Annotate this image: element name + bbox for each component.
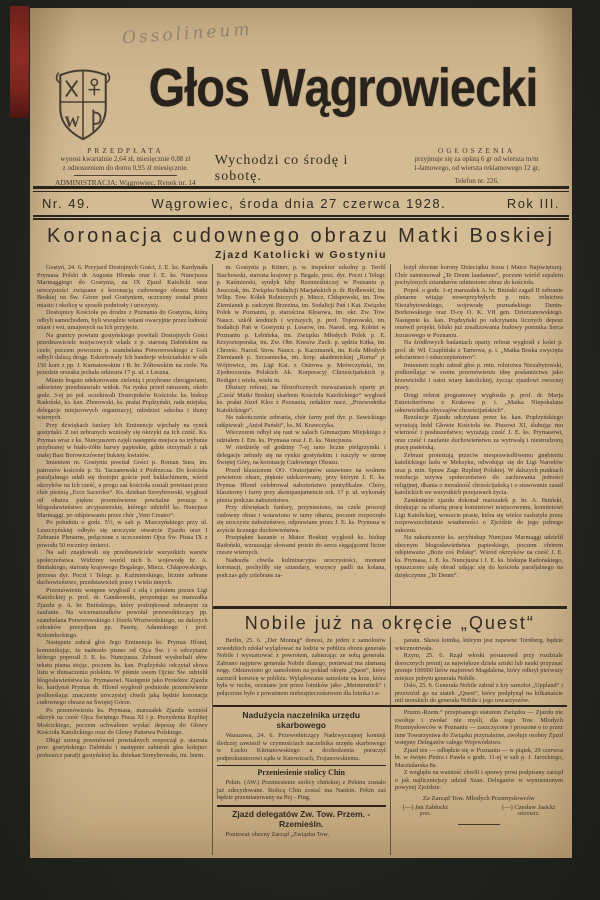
lead-headline: Koronacja cudownego obrazu Matki Boskiej xyxy=(47,225,555,247)
paragraph: Przy dźwiękach fanfary Ich Eminencje wjechały na rynek gostyński. Z ust zebranych wzniosły się okrzyki na Ich cześć. Ks. Prymas wraz z ks. Nuncjuszem zajęli następnie miejsca na trybunie przybranej w biało-żółte barwy papieskie, gdzie otrzymali z rąk małej Basi Borowiczównej bukiety kwiatów. xyxy=(37,421,208,459)
zjazd-headline: Zjazd delegatów Zw. Tow. Przem. - Rzemieśln. xyxy=(232,808,371,829)
paragraph: Zamknięcie zjazdu dokonał marszałek p. hr. A. Bniński, dziękując za ofiarną pracę komitetowi miejscowemu, komitetowi Ligi Katolickiej, wreszcie prasie, która się wielce zasłużyła przez rozpowszechnianie wiadomości o Zjeździe do jego pełnego sukcesu. xyxy=(394,496,563,534)
paragraph: Na sali znajdowali się przedstawiciele wszystkich warstw społeczeństwa. Widzimy wśród nich b. wojewodę hr. A. Bnińskiego, starostę krajowego Begalego, Miecz. Chłapowskiego, prezesa dyr. Poczt i Telegr. p. Kaźmierskiego, licznie zebrane duchowieństwo, przedstawicieli prasy i wielu innych. xyxy=(37,549,208,586)
bottom-column-1 xyxy=(213,705,390,855)
skarbowy-headline: Nadużycia naczelnika urzędu skarbowego xyxy=(242,710,361,730)
zjazd-signoff: Za Zarząd Tow. Młodych Przemysłowców xyxy=(422,794,535,802)
nobile-headline: Nobile już na okręcie „Quest“ xyxy=(244,613,535,633)
paragraph: Przem.-Rzem.“ przepisanego statutem Związku — Zjazdu nie zwołuje i zwołać nie myśli, dla tego Tow. Młodych Przemysłowców w Poznaniu — zaszczycone i proszone o to przez inne Towarzystwa do Związku przynależne, zwołuje osobny Zjazd wstępny Delegatów całego Województwa. xyxy=(394,709,563,746)
paragraph: Pekin. (AW.) Przeniesienie stolicy chińskiej z Pekinu zostało już zdecydowane. Stolicą Chin zostać ma Nankin. Pekin zaś będzie przemianowany na Pej - Ping. xyxy=(216,779,386,801)
dateline xyxy=(42,196,560,211)
end-divider xyxy=(458,824,500,825)
paragraph: Na zakończenie ks. arcybiskup Nuncjusz Marmaggi udzielił obecnym błogosławieństwa papieskiego, poczem chórem odśpiewano „Boże coś Polskę“. Wśród okrzyków na cześć J. E. ks. Prymasa, J. E. ks. Nuncjusza i J. E. ks. biskupa Radońskiego, opuszczono salę obrad udając się do kościoła parafjalnego na dziękczynne „Te Deum“. xyxy=(394,534,563,579)
masthead-info xyxy=(36,146,566,187)
column-1 xyxy=(35,264,212,855)
column-3 xyxy=(390,264,567,606)
signature-name: (—) Jan Zabłocki xyxy=(402,803,448,811)
signature-role: sekretarz. xyxy=(517,811,540,817)
signature-role: prez. xyxy=(419,811,432,817)
chiny-body xyxy=(217,779,386,802)
paragraph: Zjazd ten — odbędzie się w Poznaniu — w piątek, 29 czerwca br. w święto Piotra i Pawła o godz. 11-ej w sali p. J. Jarockiego, Masztalarska 8a. xyxy=(394,746,563,769)
subscription-line: z odnoszeniem do domu 0,95 zł miesięcznie. xyxy=(62,164,189,172)
signature-left xyxy=(403,804,448,819)
ads-info xyxy=(387,146,566,187)
phone-line: Telefon nr. 226. xyxy=(454,177,499,185)
nobile-article xyxy=(213,606,567,705)
nobile-columns xyxy=(213,637,567,705)
bottom-articles xyxy=(213,705,567,855)
subscription-title: PRZEDPŁATA xyxy=(87,146,164,155)
frequency-line: Wychodzi co środę i sobotę. xyxy=(214,153,349,184)
paragraph: Ponieważ obecny Zarząd „Związku Tow. xyxy=(225,830,330,838)
signature-name: (—) Czesław Jasicki xyxy=(502,803,555,811)
ads-title: OGŁOSZENIA xyxy=(437,146,516,155)
signature-right xyxy=(502,804,555,819)
paragraph: Przemówienie wstępne wygłosił z siłą i polotem prezes Ligi Katolickiej p. prof. dr. Gantkowski, proponując na marszałka Zjazdu p. A. hr. Bnińskiego, który podziękował zebranym za zaufanie. Na wicemarszałków powołał przewodniczący pp. szambelana Potworowskiego i Józefa Woziwodzkiego, na dalszych członków prezydjum pp. Pasotę, Adamskiego i prof. Kołomłockiego. xyxy=(37,586,208,639)
paragraph: Dłuższy referat, na filozoficznych rozważaniach oparty pt. „Cześć Matki Boskiej skarbem Kościoła Katolickiego“ wygłosił ks. prałat Józef Kłos z Poznania, redaktor nacz. „Przewodnika Katolickiego“. xyxy=(216,384,386,414)
handwritten-note: Ossolineum xyxy=(121,19,254,49)
divider xyxy=(217,805,386,807)
paragraph: Dostojnicy Kościoła po drodze z Poznania do Gostynia, którą odbyli samochodem, byli wszędzie witani owacyjnie przez ludność miast i wsi, umajonych na Ich przyjęcie. xyxy=(37,309,208,331)
coat-of-arms-icon xyxy=(52,60,114,144)
paragraph: Zebrani protestują przeciw niesprawiedliwemu gnębieniu katolickiego ludu w Meksyku, odwołując się do Ligi Narodów oraz p. min. Spraw Zagr. Rzplitej Polskiej. W dalszych punktach rezolucja wzywa społeczeństwo do zachowania jedności religijnej, dbania o moralność chrześcijańską i o stosowanie zasad katolickich we wszystkich przejawach życia. xyxy=(394,451,563,496)
nobile-column-1 xyxy=(213,637,390,705)
ads-line: 1-łamowego, od wiersza reklamowego 12 gr, xyxy=(413,164,540,172)
paragraph: Po południu o godz. 5½, w sali p. Marczyńskiego przy ul. Leszczyńskiej odbyło się uroczyste otwarcie Zjazdu oraz I Zebranie Plenarne, połączone z uczczeniem Ojca Św. Piusa IX z powodu 50 rocznicy śmierci. xyxy=(37,519,208,549)
paragraph: Warszawa, 24. 6. Przewodniczący Nadzwyczajnej komisji śledczej zawiesił w czynnościach naczelnika urzędu skarbowego w Łucku Kitmanowskiego a dochodzenia poruczył podprokuratorowi sądu w Katowicach, Trojanowskiemu. xyxy=(216,732,386,762)
skarbowy-article xyxy=(217,710,386,762)
paragraph: Długi szereg przemówień powitalnych rozpoczął p. starosta pow. gostyńskiego Dabiński i następnie zabierali głos kolejno: proboszcz parafji gostyńskiej ks. dziekan Szreybrowski, im. burm. xyxy=(37,736,208,759)
paragraph: Drugi referat programowy wygłosiła p. prof. dr. Marja Estreicherówna z Krakowa p. t. „Matka Niepokalana odnowicielka obyczajów chrześcijańskich“. xyxy=(394,391,563,414)
paragraph: Na zakończenie zebrania, chór farny pod dyr. p. Sawickiego odśpiewał: „Anioł Pański“, ks. M. Krawczyka. xyxy=(216,414,386,429)
lead-subheadline: Zjazd Katolicki w Gostyniu xyxy=(214,249,388,261)
paragraph: Imieniem rządu zabrał głos p. min. rolnictwa Niezabytowski, podkreślając w swem przemówieniu ideę posłannictwa jako krzewicielki i ostoi wiary katolickiej, życząc zjazdowi owocnej pracy. xyxy=(394,361,563,391)
paragraph: Następnie zabrał głos Jego Eminencja ks. Prymas Hlond, komunikując, że nadeszło pismo od Ojca Św. i o odczytanie którego poprosił J. E. ks. Nuncjusza. Zebrani wysłuchali słów tekstu pisma stojąc, poczem ks. kan. Prądzyński odczytał słowa listu w tłumaczeniu polskim. W piśmie swem Ojciec Św. udzielił błogosławieństwa ks. Prymasowi. Następnie jako Protektor Zjazdu ks. kardynał Prymas dr. Hlond wygłosił podniosłe przemówienie podkreślając znaczenie uroczystej chwili jaką będzie koronacja cudownego obrazu na Świętej Górze. xyxy=(37,639,208,706)
paragraph: Imieniem m. Gostynia powitał Gości p. Roman Sura, im. patronów kościoła p. St. Taczanowski z Podrzecza. Do kościoła parafjalnego udali się dostojni goście pod baldachimem, wśród okrzyków na Ich cześć, u progu zaś kościoła zostali powitani przez chór pieśnią „Ecce Sacerdos“. Ks. dziekan Szreybrowski, wygłosił od ołtarza piękne przemówienie powitalne prosząc o błogosławieństwo arcypasterskie, którego udzielił ks. Nuncjusz Marmaggi, po odśpiewaniu przez chór „Veni Creator“. xyxy=(37,459,208,519)
paragraph: Wieczorem odbył się raut w salach Gimnazjum Miejskiego z udziałem J. Em. ks. Prymasa oraz J. E. ks. Nuncjusza. xyxy=(216,429,386,444)
paragraph: Na granicy powiatu gostyńskiego powitali Dostojnych Gości przedstawiciele miejscowych władz z p. starostą Dabińskim na czele, poczem powozem p. szambelana Potworowskiego z Goli odbyli dalszą drogę. Eskortowały Ich banderje włościańskie w sile 150 koni z pp. J. Kurnatowskim i B. hr. Żółtowskim na czele. Na przedzie orszaku jechała orkiestra 17 p. uł. z Leszna. xyxy=(37,331,208,376)
issue-date: Wągrowiec, środa dnia 27 czerwca 1928. xyxy=(151,196,447,211)
subscription-info xyxy=(36,146,215,187)
paragraph: W niedzielę od godziny 7-ej rano liczne pielgrzymki i delegacje zebrały się na rynku gostyńskim i ruszyły w stronę Świętej Góry, na koronację Cudownego Obrazu. xyxy=(216,444,386,466)
lead-article-continuation xyxy=(213,264,567,606)
paragraph: Przepiękne kazanie o Matce Boskiej wygłosił ks. biskup Radoński, wzruszając słowami prosto do serca sięgającemi liczne rzesze wiernych. xyxy=(216,534,386,556)
binding-strip xyxy=(10,6,29,118)
paragraph: łożył złociste korony Dzieciątku Jezus i Matce Najświętszej. Chór zaintonował „Te Deum laudamus“, poczem wśród szpaleru pochylonych sztandarów odniesiono obraz do kościoła. xyxy=(394,264,563,286)
nobile-column-2 xyxy=(390,637,567,705)
ads-line: przyjmuje się za opłatą 6 gr od wiersza m/m xyxy=(414,155,539,163)
paragraph: m. Gostynia p. Kitner, p. w. inspektor szkolny p. Teofil Stachowski, starosta krajowy p. Begale, prez. dyr. Poczt i Telegr. p. Kaźmierski, syndyk Izby Rzemieślniczej w Poznaniu p. Juszczak, im. Związku Sodalicji Marjańskich p. dr. Rydlewski, im. Wlkp. Tow. Kółek Rolniczych p. Miecz. Chłapowski, im. Tow. Ziemianek p. radczyni Brzezina, im. Sodalicji Pań i Kat. Związku Polek w Poznaniu, p. starościna Kłosowa, im. okr. Zw. Tow. Naucz. szkół średnich i wyższych, p. prof. Toporowski, im. Sodalicji Pań w Gostyniu p. Lossow, im. Narod. org. Kobiet w Poznaniu p. Łebińska, im. Związku Młodych Polek p. E. Krzysztoporska, im. Zw. Obr. Kresów Zach. p. sędzia Kitka, im. Chrześc. Narod. Stow. Naucz. p. Kaczmarek, im. Koła Młodych Ziemianek p. Szczaniecka, im. korp. akademickiej „Roma“ p. Wójtowicz, im. Ligi Kat. z Ostrowa p. Mrówczyński, im. Zjednoczenia Polskich Ak. Korporacyj Chrześcijańskich p. Rediger i wielu, wielu in. xyxy=(216,264,386,384)
administration-line: ADMINISTRACJA: Wągrowiec, Rynek nr. 14 xyxy=(54,178,196,187)
paragraph: Miasto bogato udekorowane zielenią i przybrane chorągwiami, odświetny przedstawiało widok. Na rynku przed ratuszem, około godz. 3-ej po poł. oczekiwali Dostojników Kościoła: ks. biskup Radoński, ks. kan. Zborowski, ks. prałat Prądzyński, rada miejska, delegacje miejscowych organizacyj, młodzież szkolna i tłumy wiernych. xyxy=(37,376,208,421)
volume-number: Rok III. xyxy=(506,196,560,211)
chiny-article xyxy=(217,768,386,802)
paragraph: Berlin, 25. 6. „Der Montag“ donosi, że jeden z samolotów szwedzkich zdołał wylądować na lodzie w pobliżu obozu generała Nobile i wystartować z powrotem, zabierając ze sobą generała. Zabrano najpierw generała Nobile dlatego, ponieważ ma złamaną nogę. Odstawiono go samolotem na pokład okrętu „Quest“, który zarzucił kotwicę w pobliżu. Wylądowanie samolotu na krze, która była w ruchu, oceniane jest przez lotników jako „Meisterstück“ i połączone było z poważnem niebezpieczeństwem dla lotnika i a- xyxy=(216,637,386,697)
divider xyxy=(217,765,386,766)
zjazd-article-start xyxy=(217,809,386,839)
paragraph: Gostyń, 24. 6. Przyjazd Dostojnych Gości, J. E. ks. Kardynała Prymasa Polski dr. Augusta Hlonda oraz J. E. ks. Nuncjusza Marmaggiego do Gostynia, na IX Zjazd Katolicki oraz uroczystości związane z koronacją cudownego obrazu Matki Boskiej na Św. Górze pod Gostyniem, uczczony został przez miasto i okolicę w sposób podniosły i uroczysty. xyxy=(37,264,208,309)
paragraph: paratu. Sława lotnika, którym jest zapewne Tornberg, będzie wiecznotrwała. xyxy=(394,637,563,652)
newspaper-page xyxy=(30,8,572,858)
paragraph: Rzym, 25. 6. Rząd włoski postanowił przy rozdziale dorocznych premij za największe dzieła sztuki lub nauki przyznać premje 100000 lirów majorowi Magdalena, który odkrył pierwszy miejsce pobytu generała Nobile. xyxy=(394,652,563,682)
divider xyxy=(33,186,569,192)
column-2 xyxy=(213,264,390,606)
zjazd-body-continuation xyxy=(395,709,563,792)
zjazd-body-start xyxy=(217,831,386,839)
paragraph: Rezolucje Zjazdu odczytane przez ks. kan. Prądzyńskiego wyrażają hołd Głowie Kościoła św. Piusowi XI, ślubując mu wierność i posłuszeństwo; wyrażają cześć J. E. ks. Prymasowi, oraz cześć i zaufanie duchowieństwu za wytrwałą i niestrudzoną pracę pasterską. xyxy=(394,414,563,451)
article-columns xyxy=(35,264,567,855)
paragraph: Oslo, 25. 6. Generała Nobile zabrał z kry samolot „Uppland“ i przewiózł go na statek „Quest“, który podpłynął na kilkanaście mil morskich do generała Nobile i jego towarzyszów. xyxy=(394,682,563,704)
paragraph: Przy dźwiękach fanfary, przyniesiono, na czele procesji cudowny obraz i wstawiono w ramy ołtarza, poczem rozpoczęło się uroczyste nabożeństwo, odprawiane przez J. E. ks. Prymasa w asyście licznego duchowieństwa. xyxy=(216,504,386,534)
svg-text:W: W xyxy=(64,113,80,131)
paragraph: Z względu na ważność chwili i sprawy prosi podpisany zarząd o jak najliczniejszy udział Szan. Delegatów w wymienionym powyżej Zjeździe. xyxy=(394,769,563,791)
paragraph: Przed klasztorem OO. Oratorjanów ustawiono na wolnem powietrzu ołtarz, pięknie udekorowany, przy którym J. E. ks. Prymas Hlond celebrował nabożeństwo pontyfikalne. Chóry, klasztorny i farny przy akompanjamencie ork. 17 p. uł. wykonały pienia podczas nabożeństwa. xyxy=(216,466,386,504)
paragraph: Nadeszła chwila kulminacyjna uroczystości, moment koronacji, pochyliły się sztandary, wszyscy padli na kolana, podczas gdy celebrans za- xyxy=(216,556,386,579)
signatures xyxy=(395,803,563,819)
paragraph: Popoł. o godz. 1-ej marszałek A. hr. Bniński zagaił II zebranie plenarne witając nowoprzybyłych: p. min. rolnictwa Niezabytowskiego, wojewodę poznańskiego Dunin-Borkowskiego oraz D-cę O. K. VII gen. Dzierżanowskiego. Następnie ks. kan. Prądzyński po odczytaniu licznych depesz omówił projekt, bliski już zrealizowania budowy pomnika Serca Jezusowego w Poznaniu. xyxy=(394,286,563,339)
divider xyxy=(74,175,178,176)
paragraph: Po przemówieniu ks. Prymasa, marszałek Zjazdu wzniósł okrzyk na cześć Ojca Świętego Piusa XI i p. Prezydenta Rzplitej Mościckiego, poczem uchwalono wysłać depeszę do Głowy Kościoła Katolickiego oraz do Głowy Państwa Polskiego. xyxy=(37,706,208,736)
divider xyxy=(33,215,569,220)
bottom-column-2 xyxy=(390,705,567,855)
subscription-line: wynosi kwartalnie 2,64 zł, miesięcznie 0,88 zł xyxy=(60,155,191,163)
newspaper-title: Głos Wągrowiecki xyxy=(148,57,538,118)
paragraph: Na źródłowych badaniach oparty referat wygłosił z kolei p. prof. dr. Wł. Czapliński z Tarnowa, p. t. „Matka Boska zwycięża sekciarstwo i odszczepieństwo“. xyxy=(394,339,563,361)
issue-number: Nr. 49. xyxy=(42,196,91,211)
skarbowy-body xyxy=(217,732,386,762)
columns-2-3 xyxy=(212,264,567,855)
chiny-headline: Przeniesienie stolicy Chin xyxy=(257,768,345,777)
